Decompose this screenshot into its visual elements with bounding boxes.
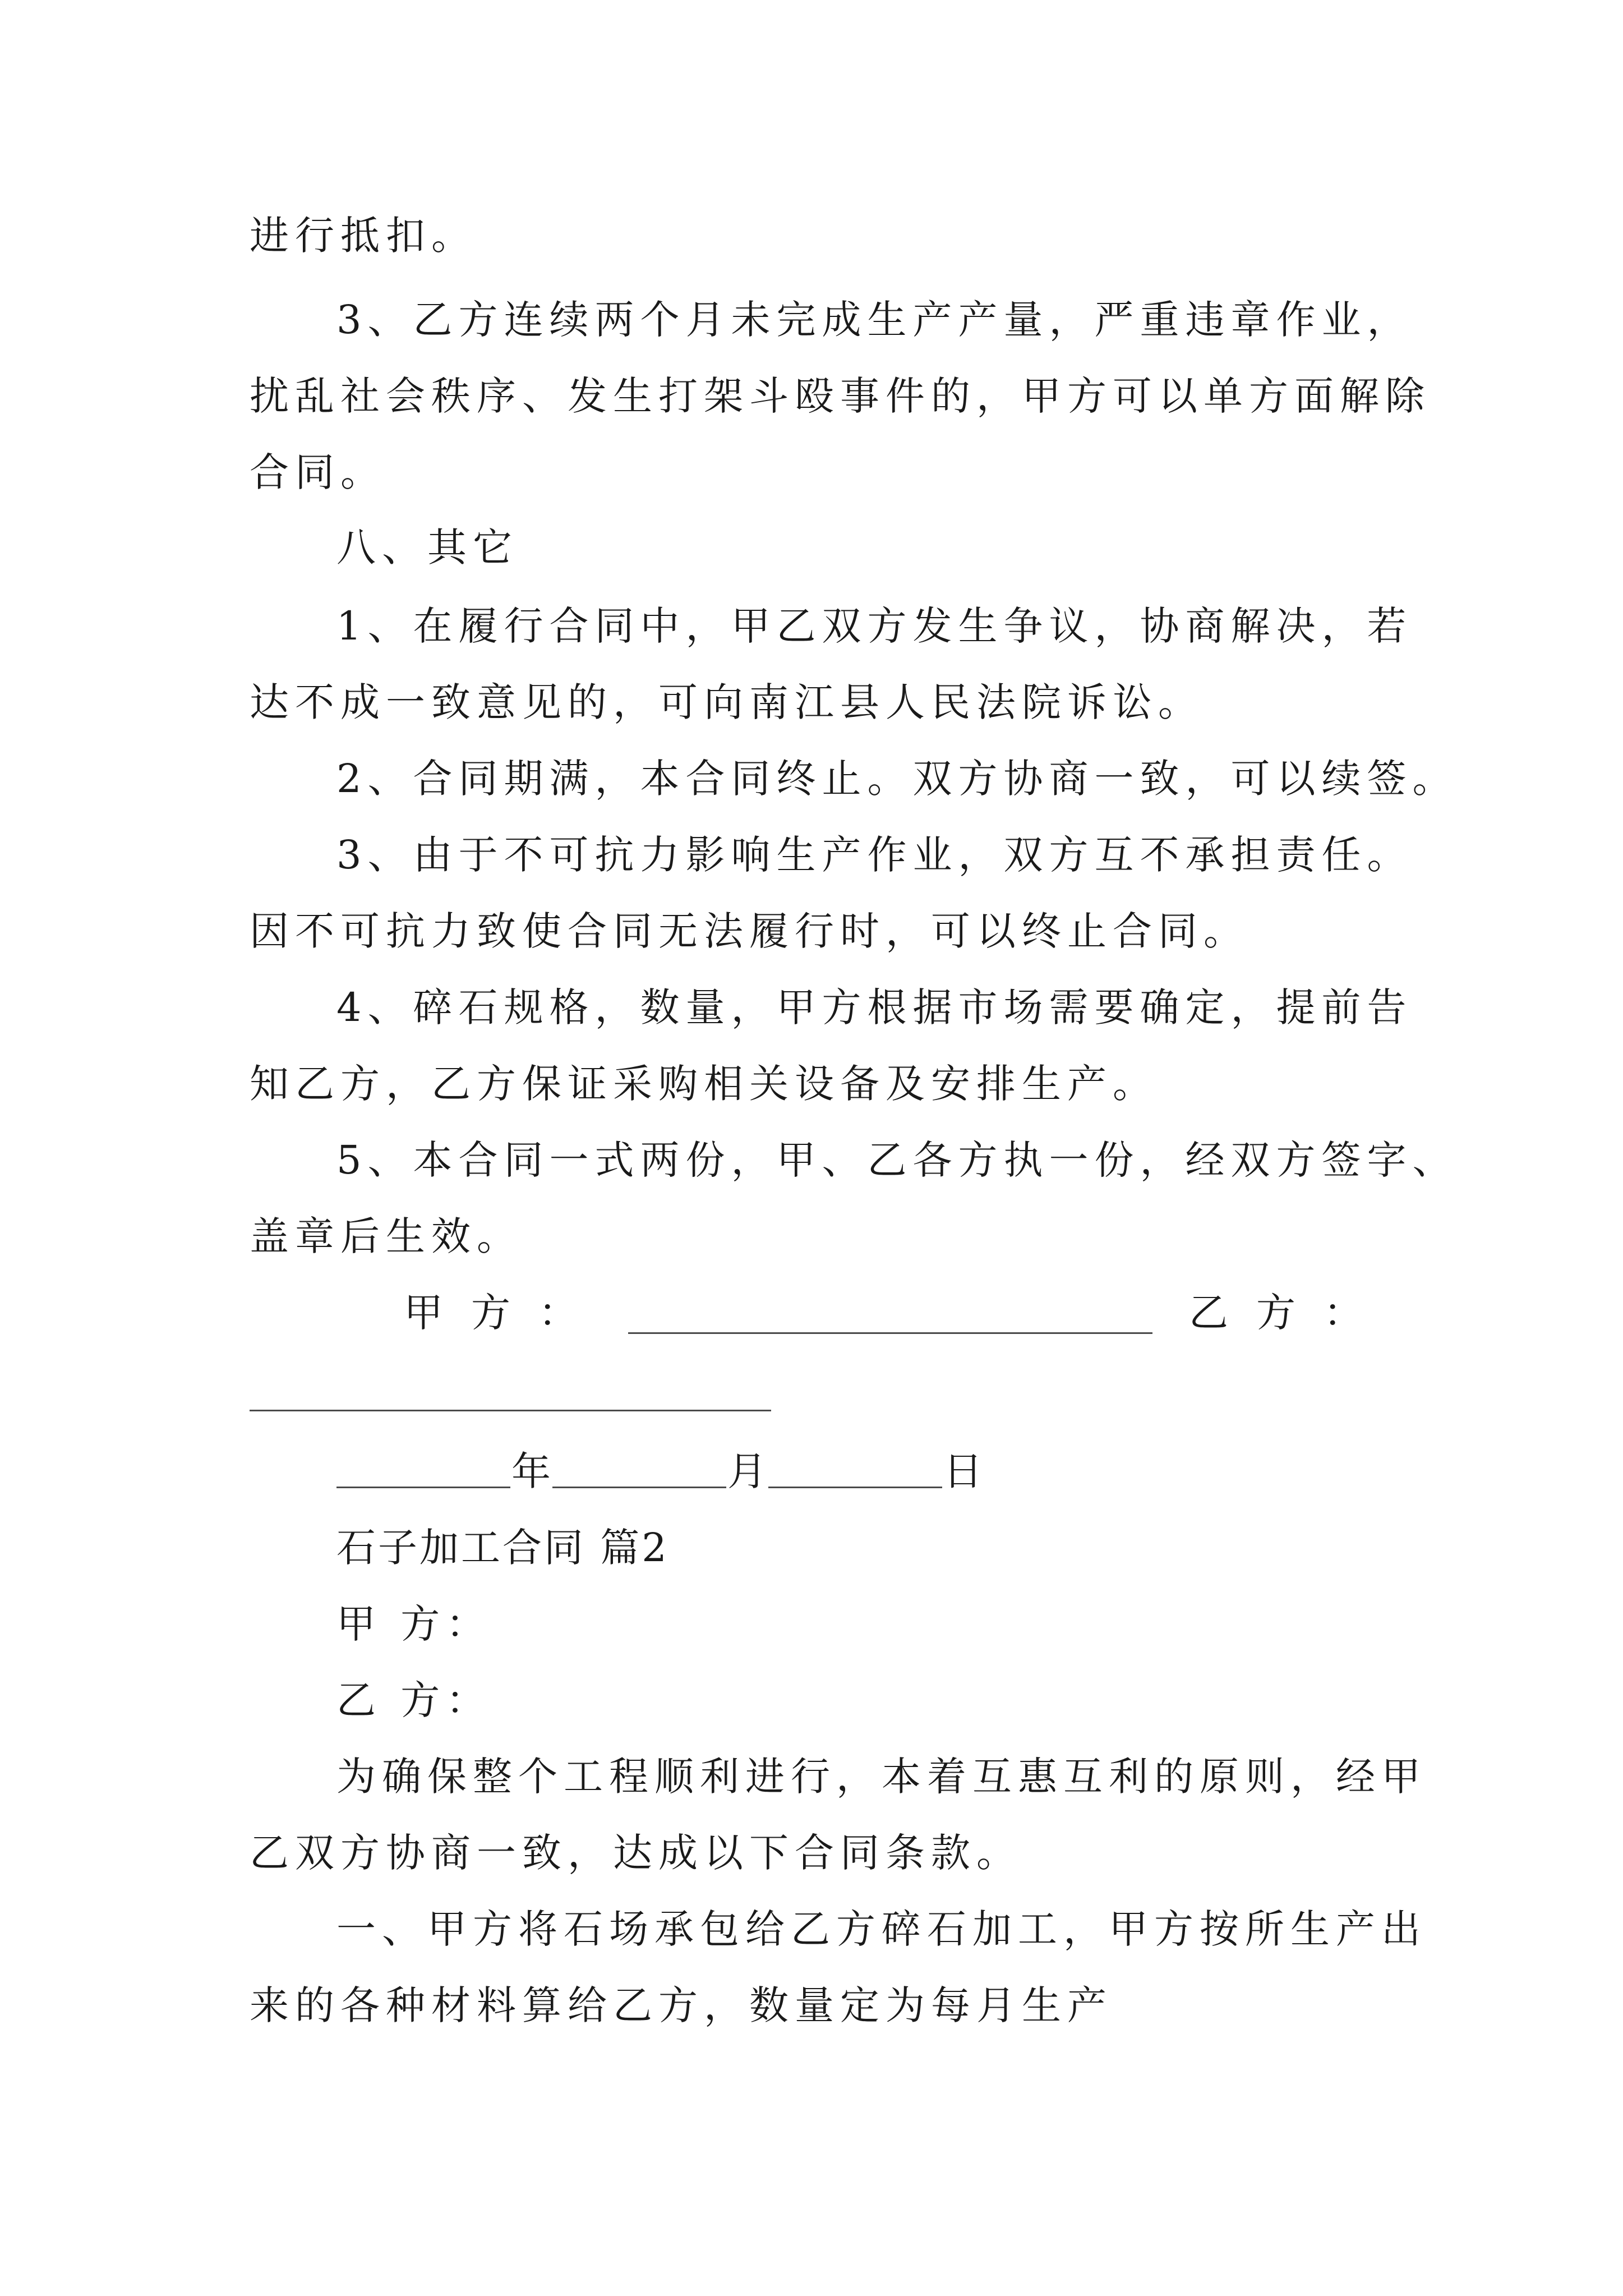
paragraph-line: 一、甲方将石场承包给乙方碎石加工，甲方按所生产出 [336, 1906, 1427, 1952]
year-blank-line [336, 1487, 510, 1488]
party-b-signature-line [250, 1410, 771, 1411]
month-label: 月 [727, 1448, 767, 1494]
paragraph-line: 为确保整个工程顺利进行，本着互惠互利的原则，经甲 [336, 1754, 1427, 1800]
day-label: 日 [943, 1448, 983, 1494]
paragraph-line: 因不可抗力致使合同无法履行时，可以终止合同。 [250, 908, 1249, 954]
paragraph-line: 达不成一致意见的，可向南江县人民法院诉讼。 [250, 679, 1204, 725]
paragraph-line: 来的各种材料算给乙方，数量定为每月生产 [250, 1982, 1113, 2028]
paragraph-line: 进行抵扣。 [250, 213, 477, 259]
paragraph-line: 1、在履行合同中，甲乙双方发生争议，协商解决，若 [336, 603, 1413, 649]
year-label: 年 [511, 1448, 551, 1494]
paragraph-line: 乙双方协商一致，达成以下合同条款。 [250, 1830, 1022, 1876]
party-a-signature-label: 甲方： [404, 1290, 606, 1336]
paragraph-line: 知乙方，乙方保证采购相关设备及安排生产。 [250, 1061, 1158, 1107]
paragraph-line: 盖章后生效。 [250, 1213, 522, 1259]
paragraph-line: 合同。 [250, 449, 386, 495]
month-blank-line [552, 1487, 726, 1488]
paragraph-line: 3、乙方连续两个月未完成生产产量，严重违章作业， [336, 297, 1413, 343]
day-blank-line [768, 1487, 942, 1488]
section-heading: 八、其它 [336, 524, 518, 570]
paragraph-line: 2、合同期满，本合同终止。双方协商一致，可以续签。 [336, 756, 1458, 802]
section-2-title: 石子加工合同 篇2 [336, 1525, 669, 1571]
paragraph-line: 4、碎石规格，数量，甲方根据市场需要确定，提前告 [336, 984, 1413, 1030]
party-a-line: 甲 方： [336, 1601, 492, 1647]
paragraph-line: 扰乱社会秩序、发生打架斗殴事件的，甲方可以单方面解除 [250, 373, 1431, 419]
party-b-signature-label: 乙方： [1189, 1290, 1391, 1336]
paragraph-line: 3、由于不可抗力影响生产作业，双方互不承担责任。 [336, 832, 1413, 878]
paragraph-line: 5、本合同一式两份，甲、乙各方执一份，经双方签字、 [336, 1137, 1458, 1183]
party-a-signature-line [628, 1332, 1152, 1334]
party-b-line: 乙 方： [336, 1677, 492, 1723]
